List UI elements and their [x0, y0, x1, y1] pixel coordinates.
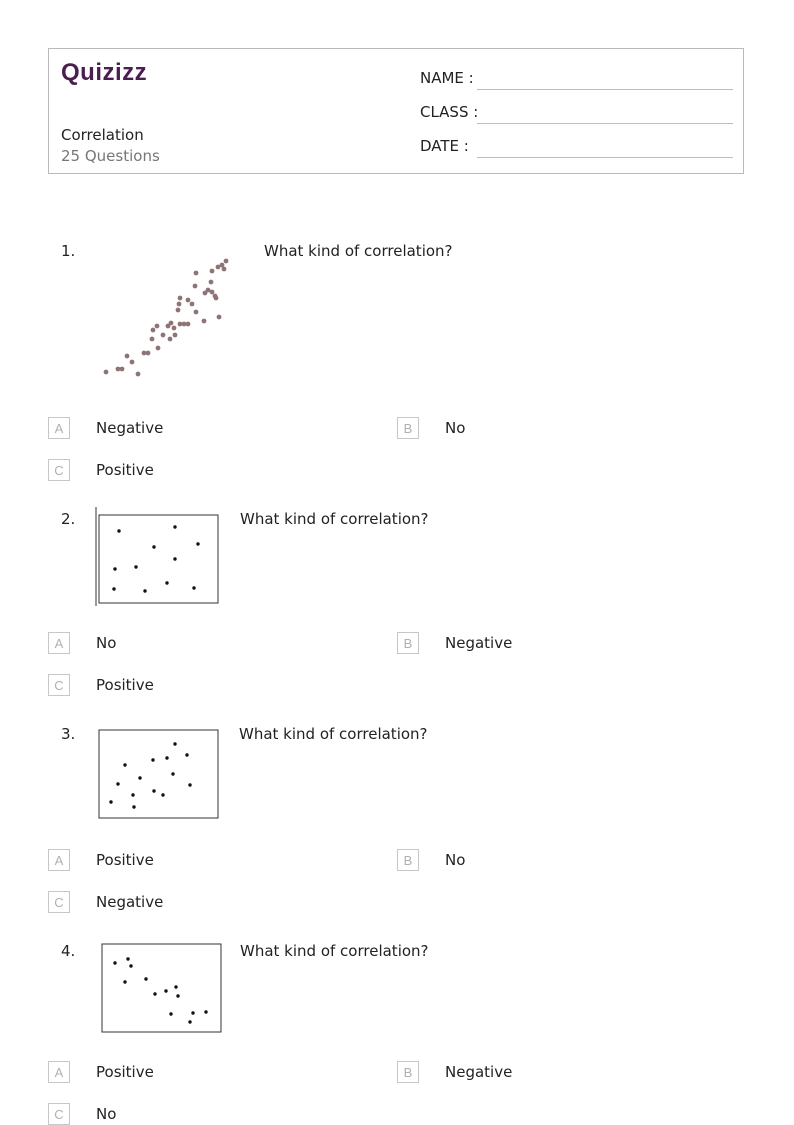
scatter-point — [217, 315, 222, 320]
scatter-point — [185, 753, 188, 756]
quizizz-logo: Quizizz — [61, 59, 148, 86]
scatter-plot-no-correlation-icon — [95, 507, 220, 607]
option-c-box[interactable]: C — [48, 459, 70, 481]
scatter-point — [169, 1012, 172, 1015]
scatter-point — [113, 567, 116, 570]
option-c-label[interactable]: No — [96, 1105, 117, 1123]
scatter-point — [143, 589, 146, 592]
scatter-point — [194, 271, 199, 276]
scatter-point — [174, 985, 177, 988]
option-c-box[interactable]: C — [48, 891, 70, 913]
scatter-point — [188, 1020, 191, 1023]
plot-frame — [99, 515, 218, 603]
scatter-point — [186, 298, 191, 303]
question-text: What kind of correlation? — [240, 942, 429, 960]
question-text: What kind of correlation? — [264, 242, 453, 260]
scatter-point — [173, 742, 176, 745]
name-input-line[interactable] — [477, 89, 733, 90]
scatter-point — [173, 557, 176, 560]
scatter-point — [191, 1011, 194, 1014]
scatter-point — [161, 333, 166, 338]
scatter-point — [125, 354, 130, 359]
scatter-point — [188, 783, 191, 786]
scatter-point — [177, 302, 182, 307]
scatter-point — [210, 269, 215, 274]
scatter-point — [171, 772, 174, 775]
scatter-point — [224, 259, 229, 264]
scatter-point — [109, 800, 112, 803]
plot-frame — [102, 944, 221, 1032]
option-b-box[interactable]: B — [397, 849, 419, 871]
scatter-point — [165, 581, 168, 584]
plot-frame — [99, 730, 218, 818]
scatter-point — [104, 370, 109, 375]
scatter-point — [152, 545, 155, 548]
scatter-point — [136, 372, 141, 377]
class-input-line[interactable] — [477, 123, 733, 124]
question-number: 4. — [61, 942, 76, 960]
option-b-box[interactable]: B — [397, 632, 419, 654]
option-c-box[interactable]: C — [48, 1103, 70, 1125]
option-c-label[interactable]: Positive — [96, 676, 154, 694]
question-text: What kind of correlation? — [239, 725, 428, 743]
scatter-point — [194, 310, 199, 315]
scatter-point — [132, 805, 135, 808]
scatter-point — [123, 763, 126, 766]
scatter-point — [161, 793, 164, 796]
question-number: 2. — [61, 510, 76, 528]
class-label: CLASS : — [420, 103, 479, 121]
scatter-point — [172, 326, 177, 331]
scatter-point — [193, 284, 198, 289]
scatter-point — [129, 964, 132, 967]
scatter-point — [176, 308, 181, 313]
option-a-label[interactable]: No — [96, 634, 117, 652]
option-b-label[interactable]: No — [445, 419, 466, 437]
option-b-label[interactable]: Negative — [445, 634, 513, 652]
scatter-point — [131, 793, 134, 796]
option-a-box[interactable]: A — [48, 1061, 70, 1083]
scatter-point — [213, 294, 218, 299]
scatter-point — [116, 782, 119, 785]
scatter-point — [165, 756, 168, 759]
scatter-point — [164, 989, 167, 992]
scatter-plot-positive-icon — [100, 238, 240, 388]
question-number: 3. — [61, 725, 76, 743]
option-a-box[interactable]: A — [48, 417, 70, 439]
option-a-label[interactable]: Positive — [96, 1063, 154, 1081]
scatter-point — [190, 302, 195, 307]
scatter-point — [130, 360, 135, 365]
worksheet-header — [48, 48, 744, 174]
scatter-plot-negative-icon — [101, 943, 223, 1034]
date-input-line[interactable] — [477, 157, 733, 158]
scatter-point — [173, 525, 176, 528]
scatter-point — [126, 957, 129, 960]
question-number: 1. — [61, 242, 76, 260]
option-a-box[interactable]: A — [48, 849, 70, 871]
option-a-label[interactable]: Negative — [96, 419, 164, 437]
scatter-point — [113, 961, 116, 964]
scatter-point — [123, 980, 126, 983]
option-c-box[interactable]: C — [48, 674, 70, 696]
option-b-box[interactable]: B — [397, 1061, 419, 1083]
option-c-label[interactable]: Negative — [96, 893, 164, 911]
scatter-point — [150, 337, 155, 342]
scatter-point — [176, 994, 179, 997]
question-text: What kind of correlation? — [240, 510, 429, 528]
scatter-point — [178, 296, 183, 301]
scatter-point — [117, 529, 120, 532]
date-label: DATE : — [420, 137, 469, 155]
scatter-point — [192, 586, 195, 589]
scatter-point — [156, 346, 161, 351]
scatter-point — [196, 542, 199, 545]
scatter-point — [144, 977, 147, 980]
scatter-plot-weak-positive-icon — [98, 729, 220, 820]
scatter-point — [186, 322, 191, 327]
scatter-point — [153, 992, 156, 995]
option-c-label[interactable]: Positive — [96, 461, 154, 479]
worksheet-title: Correlation — [61, 126, 144, 144]
question-count: 25 Questions — [61, 147, 160, 165]
scatter-point — [209, 280, 214, 285]
scatter-point — [112, 587, 115, 590]
name-label: NAME : — [420, 69, 474, 87]
option-b-box[interactable]: B — [397, 417, 419, 439]
scatter-point — [222, 267, 227, 272]
scatter-point — [120, 367, 125, 372]
scatter-point — [169, 321, 174, 326]
scatter-point — [146, 351, 151, 356]
scatter-point — [152, 789, 155, 792]
scatter-point — [168, 337, 173, 342]
scatter-point — [210, 290, 215, 295]
scatter-point — [155, 324, 160, 329]
option-b-label[interactable]: Negative — [445, 1063, 513, 1081]
option-b-label[interactable]: No — [445, 851, 466, 869]
scatter-point — [173, 333, 178, 338]
option-a-label[interactable]: Positive — [96, 851, 154, 869]
scatter-point — [151, 328, 156, 333]
option-a-box[interactable]: A — [48, 632, 70, 654]
scatter-point — [204, 1010, 207, 1013]
scatter-point — [134, 565, 137, 568]
scatter-point — [202, 319, 207, 324]
scatter-point — [151, 758, 154, 761]
scatter-point — [138, 776, 141, 779]
